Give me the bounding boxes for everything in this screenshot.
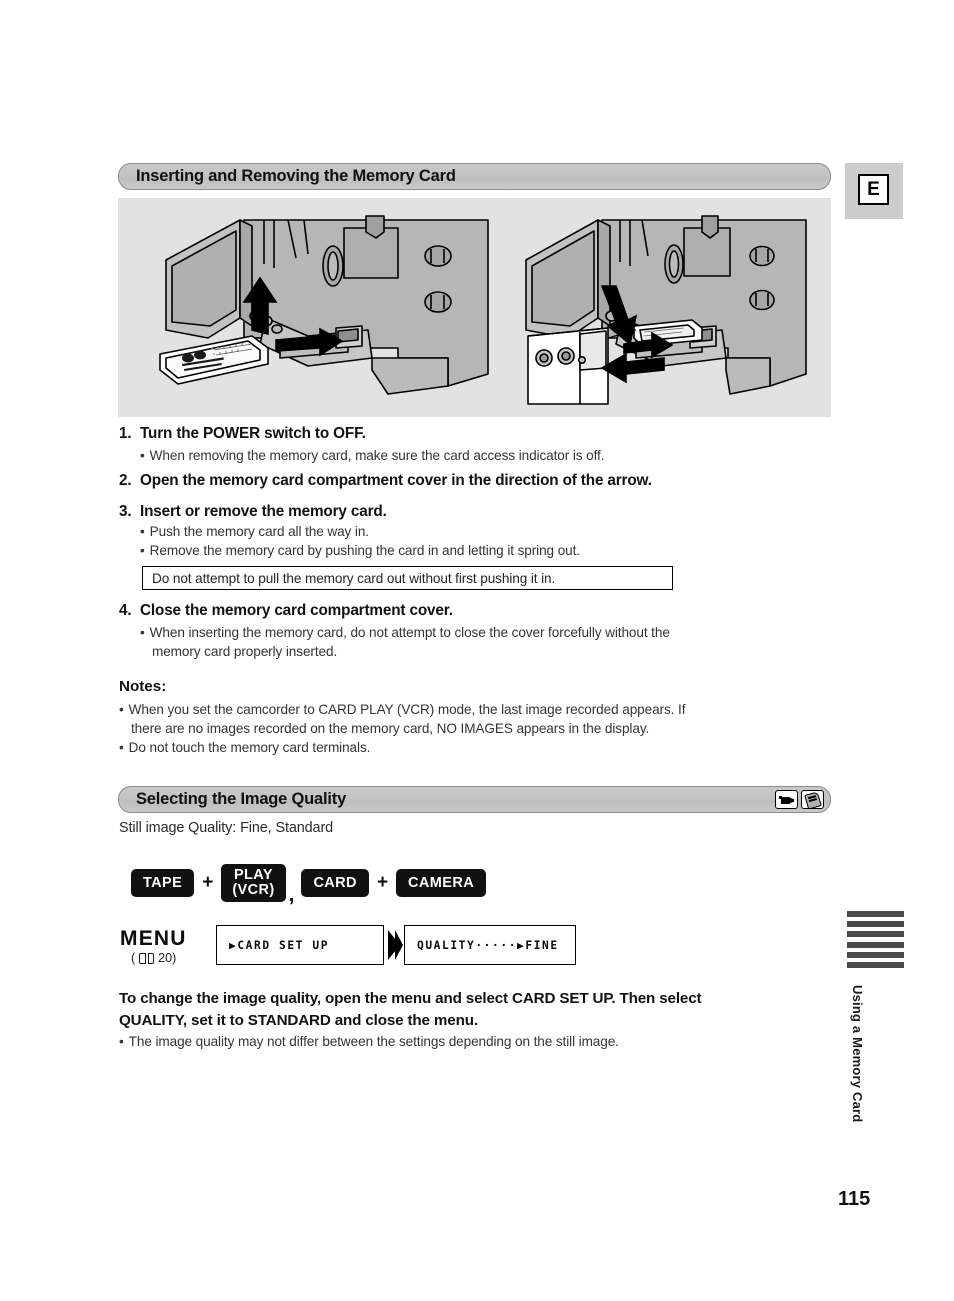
memory-card-glyph [804,791,822,809]
comma-separator: , [288,883,295,907]
bullet-dot: • [140,448,145,463]
menu-ref-page-number: 20) [158,951,177,965]
chapter-mark [847,962,904,968]
step-3-bullet-1 [140,522,369,541]
step-4 [119,602,453,620]
menu-screen-card-set-up[interactable] [216,925,384,965]
menu-step-arrow-icon [387,927,403,963]
step-1 [119,425,366,443]
step-1-bullet-1-text: When removing the memory card, make sure the card access indicator is off. [149,448,605,463]
bullet-dot: • [140,543,145,558]
step-4-bullet-1 [140,623,670,642]
step-1-number: 1. [119,425,132,442]
arrow-card-pull-out [602,354,664,382]
note-1-cont [131,719,649,738]
closing-line-2: QUALITY, set it to STANDARD and close the menu. [119,1012,478,1029]
step-2-text: Open the memory card compartment cover in the direction of the arrow. [140,472,652,489]
section-header-selecting-image-quality [118,786,831,813]
step-3-number: 3. [119,503,132,520]
step-3 [119,503,387,521]
chapter-mark [847,931,904,937]
illustration-insert-card [148,198,498,417]
camcorder-icon [775,790,798,809]
section2-subtitle: Still image Quality: Fine, Standard [119,820,334,836]
note-2 [119,738,370,757]
plus-sign-2: + [376,872,389,893]
chapter-mark [847,911,904,917]
language-tab-e [845,163,903,219]
chapter-side-title: Using a Memory Card [850,985,865,1123]
page-number: 115 [838,1188,871,1210]
camcorder-glyph [779,796,795,805]
bullet-dot: • [140,625,145,640]
mode-button-play-line1: PLAY [233,867,273,883]
step-2 [119,472,652,490]
step-3-text: Insert or remove the memory card. [140,503,387,520]
step-3-bullet-2-text: Remove the memory card by pushing the card in and letting it spring out. [149,543,580,558]
step-4-number: 4. [119,602,132,619]
illustration-panel [118,198,831,417]
closing-bullet [119,1032,619,1051]
step-4-bullet-1-cont [152,642,337,661]
memory-card-icon [801,790,824,809]
step-4-text: Close the memory card compartment cover. [140,602,453,619]
book-icon [139,953,154,964]
menu-screen-quality-fine-text: QUALITY·····▶FINE [417,938,559,952]
step-3-bullet-1-text: Push the memory card all the way in. [149,524,369,539]
bullet-dot: • [119,740,124,755]
note-2-text: Do not touch the memory card terminals. [128,740,371,755]
camcorder-lens [790,798,794,803]
plus-sign-1: + [202,872,214,893]
step-4-bullet-1-text-cont: memory card properly inserted. [152,644,338,659]
step-3-bullet-2 [140,541,580,560]
chapter-mark [847,952,904,958]
note-1-text: When you set the camcorder to CARD PLAY (VCR) mode, the last image recorded appears. If [128,702,686,717]
bullet-dot: • [119,702,124,717]
mode-button-card[interactable]: CARD [301,869,369,898]
bullet-dot: • [140,524,145,539]
note-1 [119,700,685,719]
step-4-bullet-1-text: When inserting the memory card, do not attempt to close the cover forcefully without the [149,625,670,640]
menu-page-reference [131,951,176,965]
bullet-dot: • [119,1034,124,1049]
section2-header-icons [775,790,830,809]
chapter-mark [847,921,904,927]
warning-box [142,566,673,590]
camcorder-body [781,797,790,804]
section-header-inserting-removing [118,163,831,190]
step-1-text: Turn the POWER switch to OFF. [140,425,366,442]
illustration-remove-card [516,198,816,417]
section1-title: Inserting and Removing the Memory Card [136,167,456,185]
step-2-number: 2. [119,472,132,489]
mode-button-play-line2: (VCR) [232,881,275,898]
menu-screen-quality-fine[interactable] [404,925,576,965]
menu-label: MENU [120,927,187,950]
book-page-right [148,953,155,964]
mode-button-play-vcr[interactable] [221,864,285,902]
mode-button-camera[interactable]: CAMERA [396,869,486,898]
closing-instruction [119,988,849,1032]
mode-button-tape[interactable]: TAPE [131,869,194,898]
section2-title: Selecting the Image Quality [136,790,347,808]
mode-buttons-row [131,864,486,907]
closing-line-1: To change the image quality, open the menu and select CARD SET UP. Then select [119,990,702,1007]
language-tab-letter: E [858,174,889,205]
step-1-bullet-1 [140,446,604,465]
warning-box-text: Do not attempt to pull the memory card out without first pushing it in. [152,570,556,586]
menu-screen-card-set-up-text: ▶CARD SET UP [229,938,330,952]
chapter-mark [847,942,904,948]
notes-title: Notes: [119,678,167,695]
chapter-marks [847,911,904,968]
closing-bullet-text: The image quality may not differ between the settings depending on the still image. [128,1034,619,1049]
book-page-left [139,953,146,964]
note-1-text-cont: there are no images recorded on the memory card, NO IMAGES appears in the display. [131,721,650,736]
menu-ref-open-paren: ( [131,951,136,965]
